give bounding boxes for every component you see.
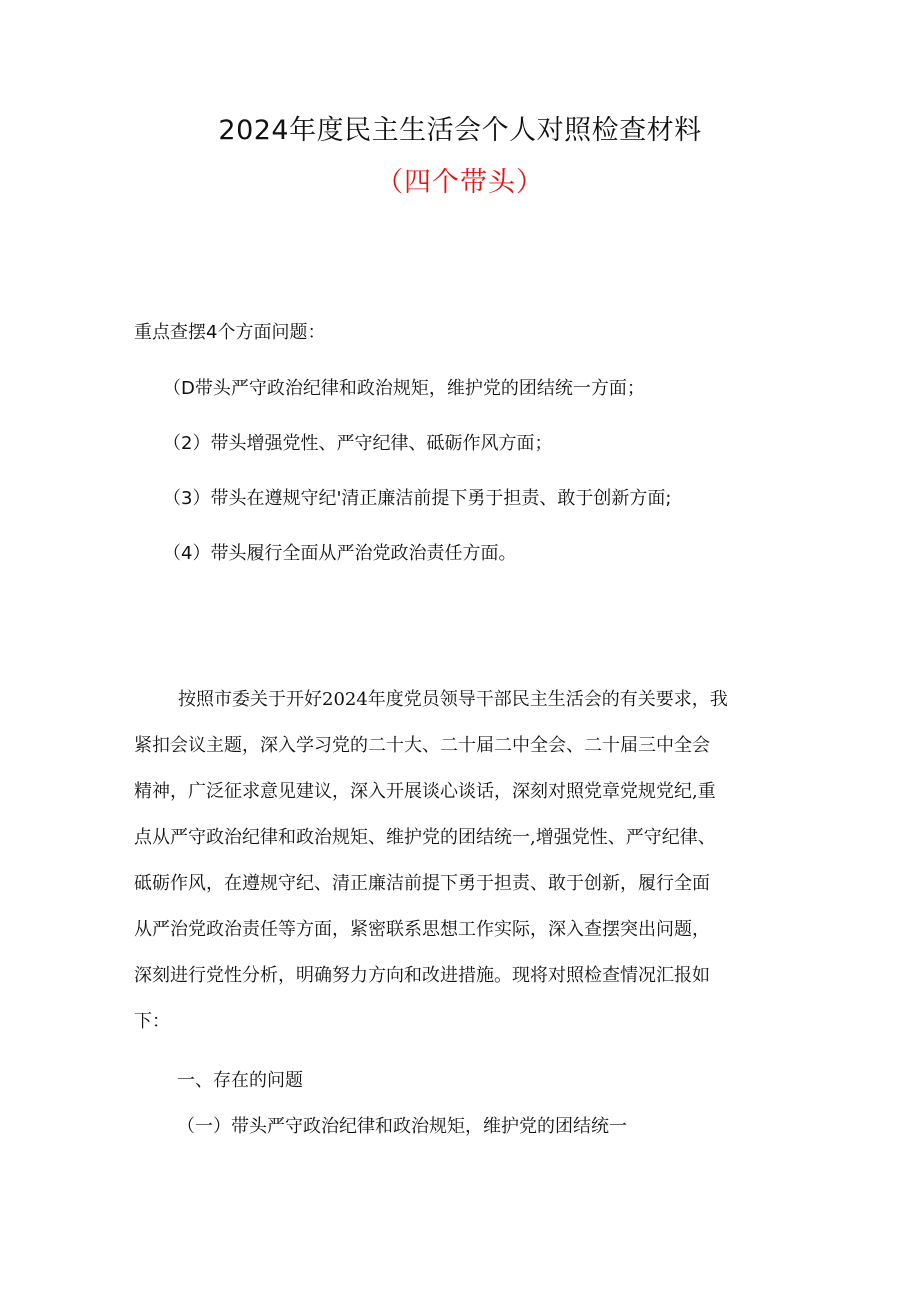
body-line: 下： — [134, 1011, 170, 1032]
focus-heading: 重点查摆4个方面问题： — [134, 322, 326, 343]
section-heading: 一、存在的问题 — [177, 1070, 303, 1091]
focus-item: （D带头严守政治纪律和政治规矩，维护党的团结统一方面； — [163, 378, 645, 399]
body-line: 砥砺作风，在遵规守纪、清正廉洁前提下勇于担责、敢于创新，履行全面 — [134, 873, 710, 894]
document-subtitle: （四个带头） — [376, 167, 544, 198]
body-paragraph — [134, 677, 794, 1045]
body-line: 从严治党政治责任等方面，紧密联系思想工作实际，深入查摆突出问题， — [134, 919, 710, 940]
focus-item: （2）带头增强党性、严守纪律、砥砺作风方面； — [163, 433, 553, 454]
focus-item: （4）带头履行全面从严治党政治责任方面。 — [163, 543, 517, 564]
subsection-heading: （一）带头严守政治纪律和政治规矩，维护党的团结统一 — [177, 1116, 627, 1137]
body-line: 紧扣会议主题，深入学习党的二十大、二十届二中全会、二十届三中全会 — [134, 735, 710, 756]
body-line: 按照市委关于开好2024年度党员领导干部民主生活会的有关要求，我 — [178, 689, 728, 710]
body-line: 深刻进行党性分析，明确努力方向和改进措施。现将对照检查情况汇报如 — [134, 965, 710, 986]
body-line: 点从严守政治纪律和政治规矩、维护党的团结统一,增强党性、严守纪律、 — [134, 827, 716, 848]
body-line: 精神，广泛征求意见建议，深入开展谈心谈话，深刻对照党章党规党纪,重 — [134, 781, 716, 802]
document-title: 2024年度民主生活会个人对照检查材料 — [218, 115, 702, 146]
focus-item: （3）带头在遵规守纪'清正廉洁前提下勇于担责、敢于创新方面; — [163, 488, 672, 509]
